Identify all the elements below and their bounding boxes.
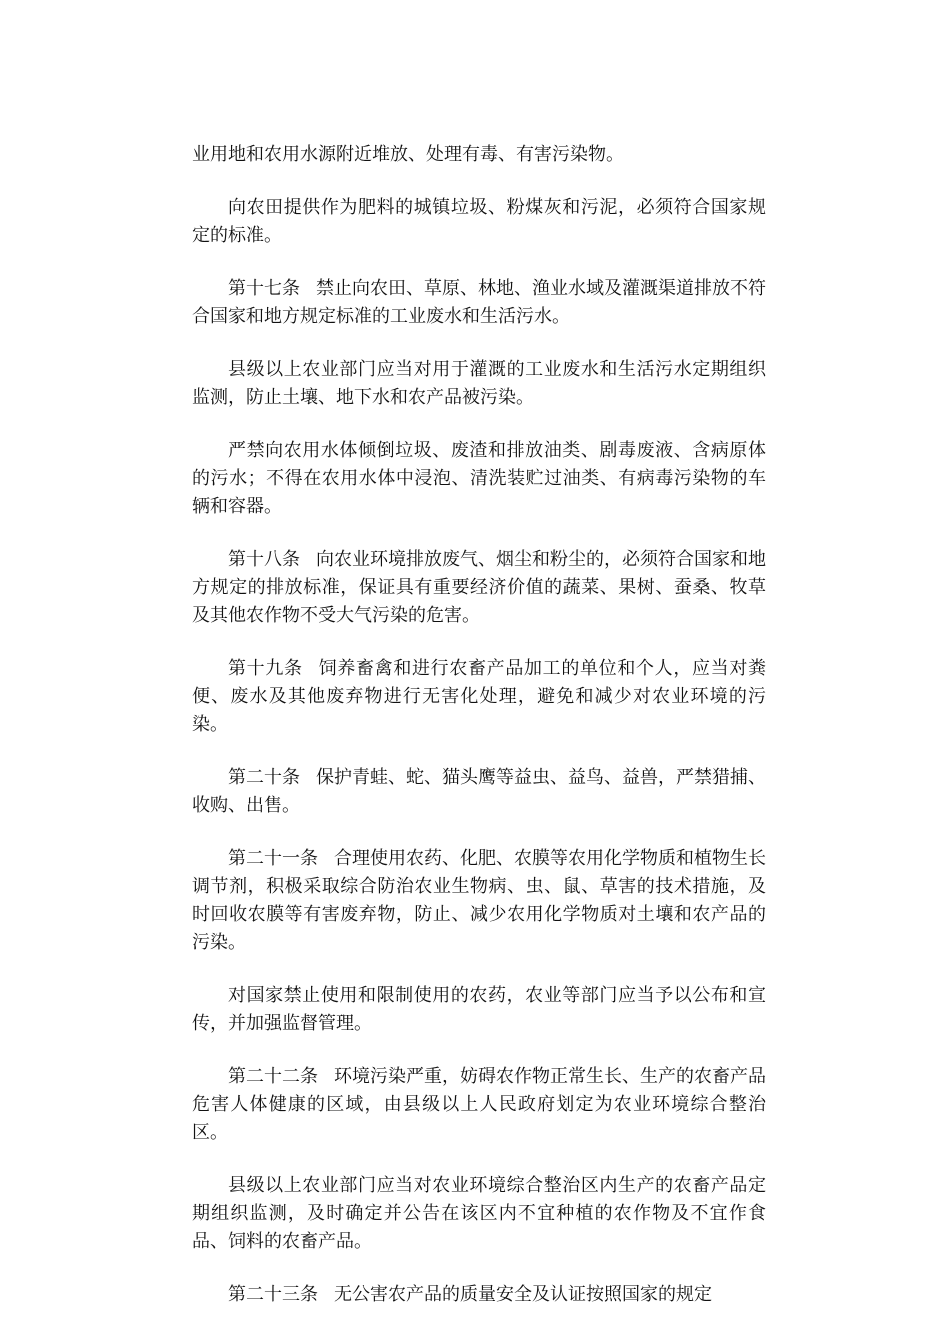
- paragraph-text: 对国家禁止使用和限制使用的农药，农业等部门应当予以公布和宣传，并加强监督管理。: [192, 985, 766, 1034]
- article-number: 第二十二条: [228, 1066, 318, 1087]
- paragraph-text: 禁止向农田、草原、林地、渔业水域及灌溉渠道排放不符合国家和地方规定标准的工业废水和生活污水。: [192, 278, 766, 327]
- article-number: 第二十条: [228, 767, 300, 788]
- paragraph-text: 向农业环境排放废气、烟尘和粉尘的，必须符合国家和地方规定的排放标准，保证具有重要经济价值的蔬菜、果树、蚕桑、牧草及其他农作物不受大气污染的危害。: [192, 549, 766, 626]
- article-22: [192, 1063, 766, 1147]
- paragraph-text: 环境污染严重，妨碍农作物正常生长、生产的农畜产品危害人体健康的区域，由县级以上人民政府划定为农业环境综合整治区。: [192, 1066, 766, 1143]
- paragraph-continued: [192, 141, 766, 169]
- document-body: [192, 141, 766, 1334]
- paragraph-text: 业用地和农用水源附近堆放、处理有毒、有害污染物。: [192, 144, 624, 165]
- paragraph-text: 合理使用农药、化肥、农膜等农用化学物质和植物生长调节剂，积极采取综合防治农业生物病、虫、鼠、草害的技术措施，及时回收农膜等有害废弃物，防止、减少农用化学物质对土壤和农产品的污染。: [192, 848, 766, 953]
- article-21: [192, 845, 766, 957]
- paragraph-text: 无公害农产品的质量安全及认证按照国家的规定: [334, 1284, 712, 1305]
- article-18: [192, 546, 766, 630]
- paragraph-text: 饲养畜禽和进行农畜产品加工的单位和个人，应当对粪便、废水及其他废弃物进行无害化处理，避免和减少对农业环境的污染。: [192, 658, 767, 735]
- article-19: [192, 655, 766, 739]
- paragraph-text: 保护青蛙、蛇、猫头鹰等益虫、益鸟、益兽，严禁猎捕、收购、出售。: [192, 767, 766, 816]
- paragraph-text: 县级以上农业部门应当对农业环境综合整治区内生产的农畜产品定期组织监测，及时确定并公告在该区内不宜种植的农作物及不宜作食品、饲料的农畜产品。: [192, 1175, 766, 1252]
- paragraph-text: 向农田提供作为肥料的城镇垃圾、粉煤灰和污泥，必须符合国家规定的标准。: [192, 197, 766, 246]
- paragraph: [192, 356, 766, 412]
- paragraph: [192, 982, 766, 1038]
- article-23: [192, 1281, 766, 1309]
- article-number: 第十九条: [228, 658, 303, 679]
- article-number: 第二十一条: [228, 848, 318, 869]
- paragraph: [192, 1172, 766, 1256]
- article-20: [192, 764, 766, 820]
- paragraph: [192, 437, 766, 521]
- paragraph-text: 严禁向农用水体倾倒垃圾、废渣和排放油类、剧毒废液、含病原体的污水；不得在农用水体中浸泡、清洗装贮过油类、有病毒污染物的车辆和容器。: [192, 440, 766, 517]
- article-number: 第二十三条: [228, 1284, 318, 1305]
- article-number: 第十七条: [228, 278, 300, 299]
- article-17: [192, 275, 766, 331]
- paragraph: [192, 194, 766, 250]
- paragraph-text: 县级以上农业部门应当对用于灌溉的工业废水和生活污水定期组织监测，防止土壤、地下水和农产品被污染。: [192, 359, 766, 408]
- article-number: 第十八条: [228, 549, 300, 570]
